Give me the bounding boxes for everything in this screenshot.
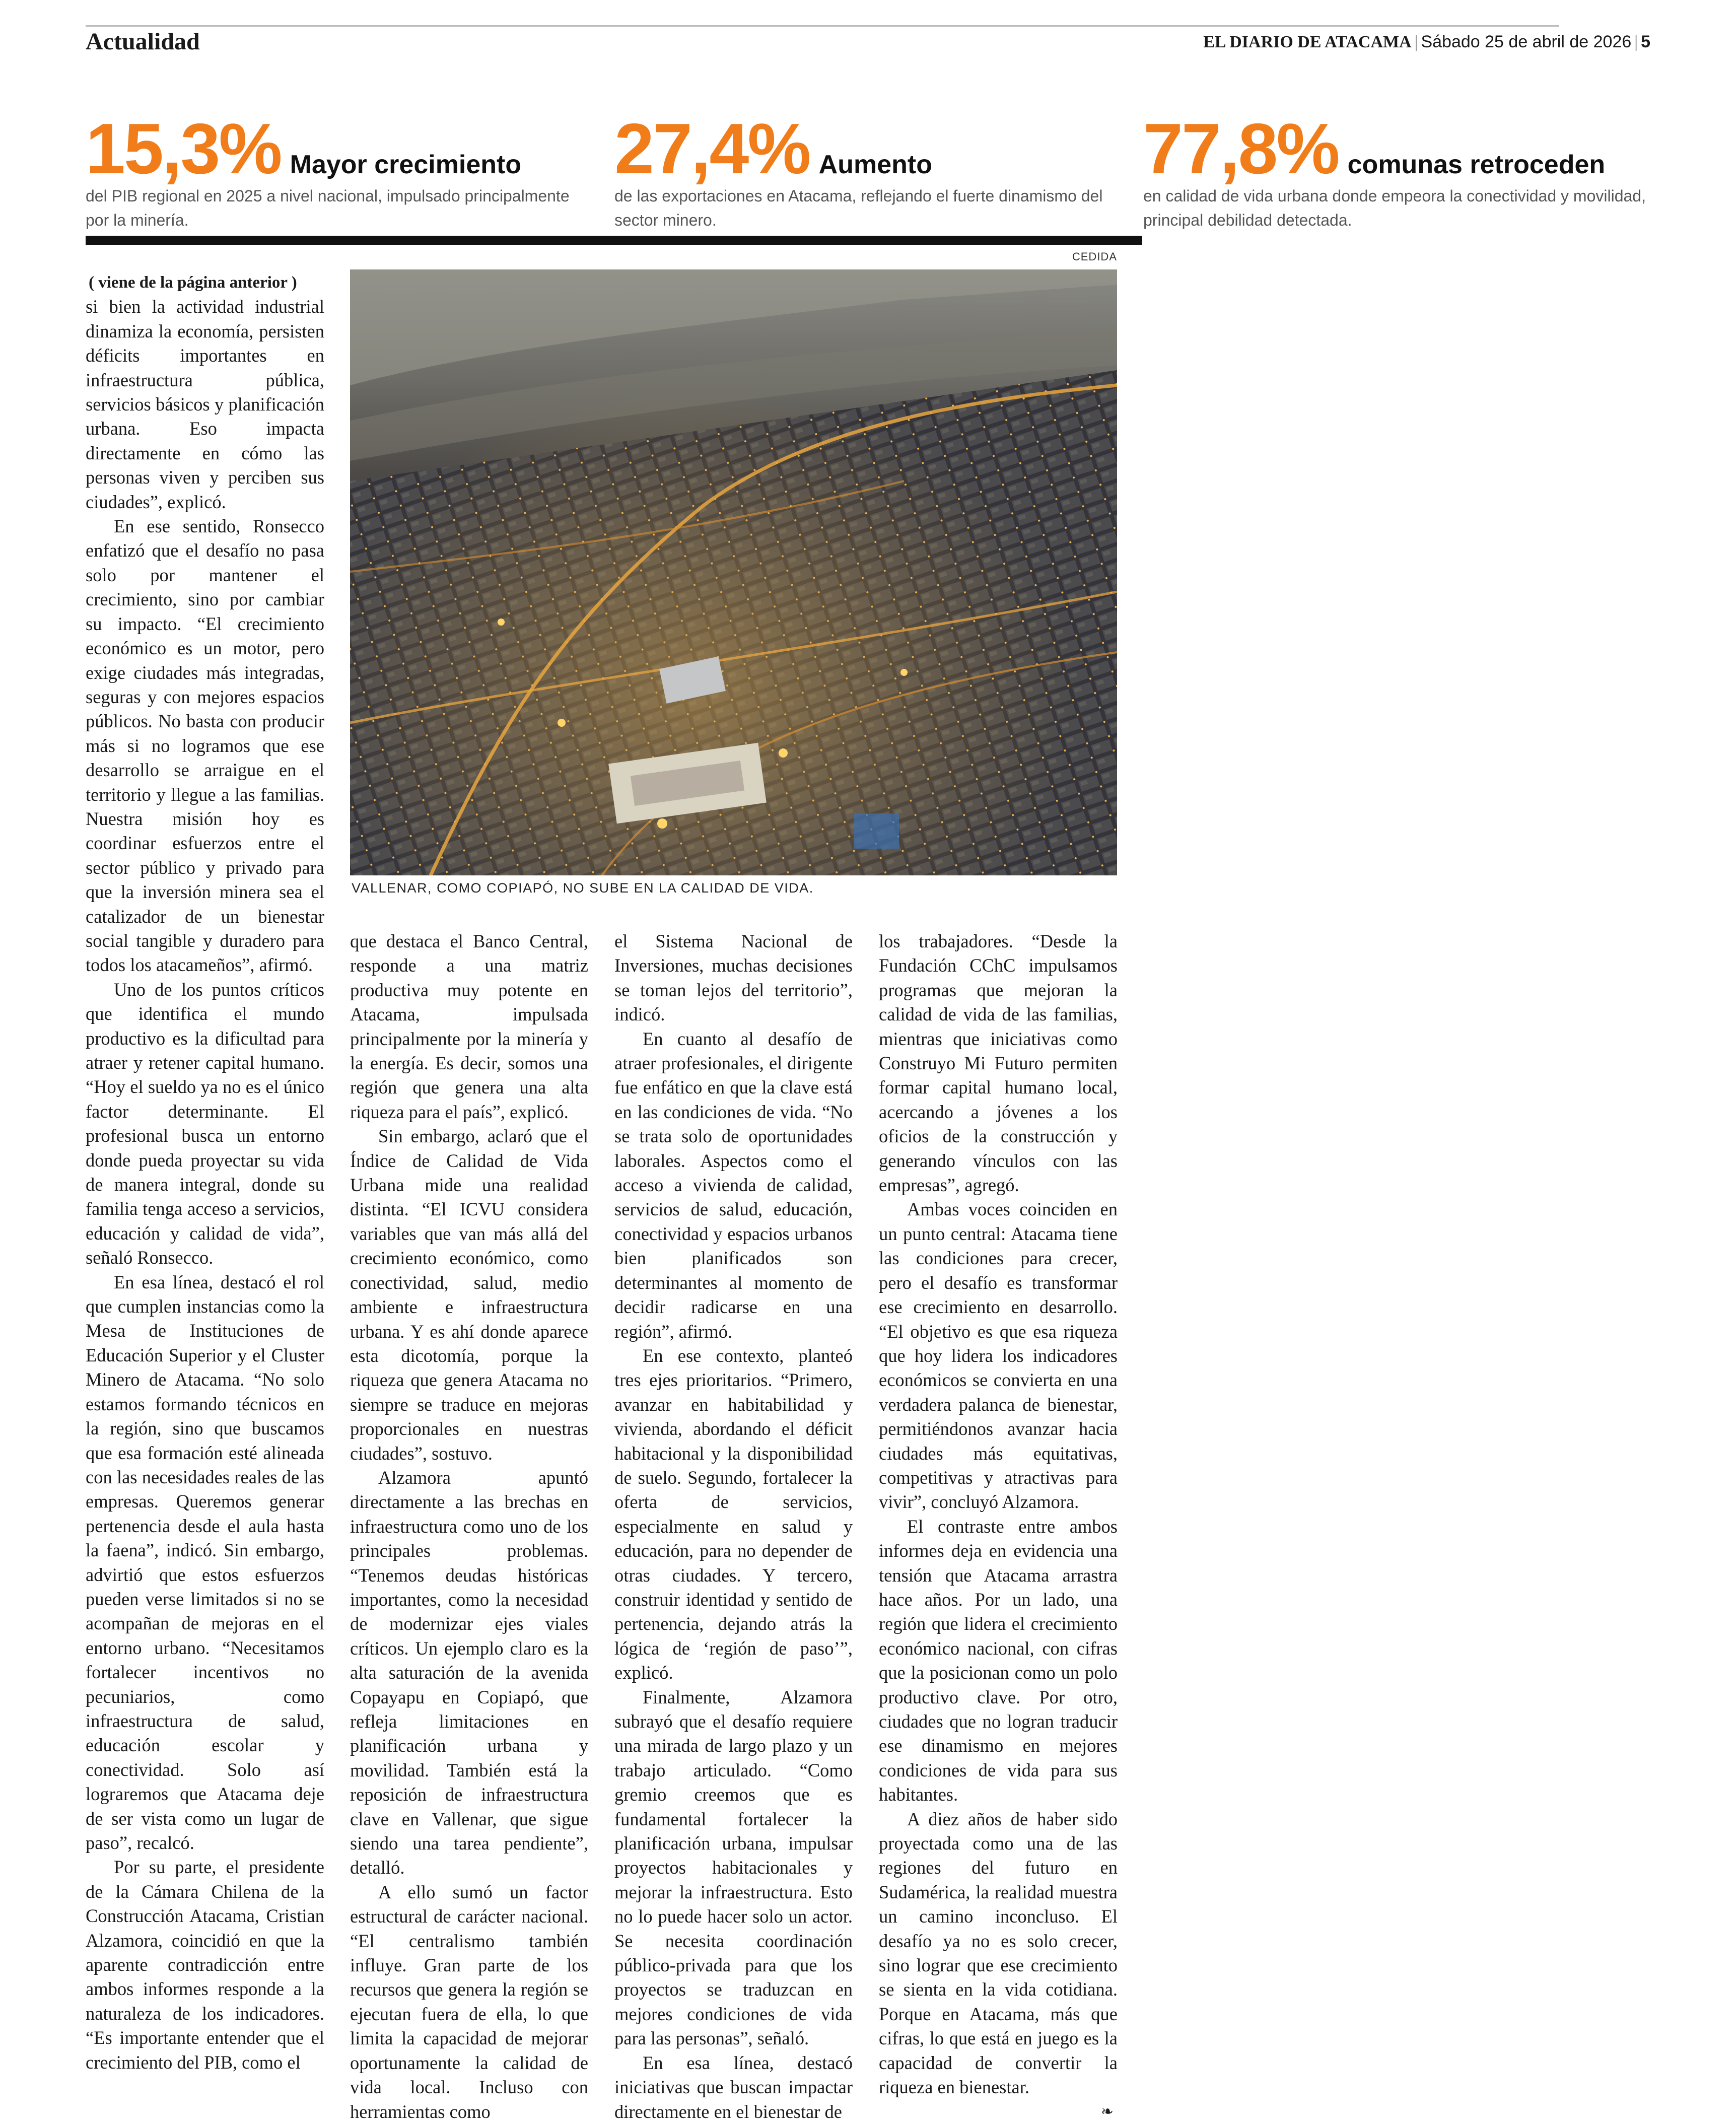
top-rule: [86, 25, 1559, 27]
stat-title: Mayor crecimiento: [290, 150, 522, 179]
newspaper-name: EL DIARIO DE ATACAMA: [1203, 33, 1412, 51]
article-column-3: [614, 929, 853, 2124]
paragraph: En esa línea, destacó iniciativas que buscan impactar directamente en el bienestar de: [614, 2052, 853, 2122]
paragraph: En ese sentido, Ronsecco enfatizó que el desafío no pasa solo por mantener el crecimiento, sino por cambiar su impacto. “El crecimiento económico es un motor, pero exige ciudades más integradas, seguras y con mejores espacios públicos. No basta con producir más si no logramos que ese desarrollo se arraigue en el territorio y llegue a las familias. Nuestra misión hoy es coordinar esfuerzos entre el sector público y privado para que la inversión minera sea el catalizador de un bienestar social tangible y duradero para todos los atacameños”, afirmó.: [86, 516, 324, 976]
stat-value: 77,8%: [1143, 109, 1339, 189]
paragraph: El contraste entre ambos informes deja en evidencia una tensión que Atacama arrastra hace años. Por un lado, una región que lidera el crecimiento económico nacional, con cifras que la posicionan como un polo productivo clave. Por otro, ciudades que no logran traducir ese dinamismo en mejores condiciones de vida para sus habitantes.: [879, 1516, 1118, 1805]
stat-value: 27,4%: [614, 109, 810, 189]
stat-block-3: [1143, 109, 1647, 232]
article-column-1: [86, 270, 324, 2075]
stat-title: comunas retroceden: [1347, 150, 1606, 179]
stat-description: de las exportaciones en Atacama, reflejando el fuerte dinamismo del sector minero.: [614, 187, 1103, 229]
paragraph: si bien la actividad industrial dinamiza la economía, persisten déficits importantes en infraestructura pública, servicios básicos y planificación urbana. Eso impacta directamente en cómo las personas viven y perciben sus ciudades”, explicó.: [86, 296, 324, 512]
paragraph: En esa línea, destacó el rol que cumplen instancias como la Mesa de Instituciones de Educación Superior y el Cluster Minero de Atacama. “No solo estamos formando técnicos en la región, sino que buscamos que esa formación esté alineada con las necesidades reales de las empresas. Queremos generar pertenencia desde el aula hasta la faena”, indicó. Sin embargo, advirtió que estos esfuerzos pueden verse limitados si no se acompañan de mejoras en el entorno urbano. “Necesitamos fortalecer incentivos no pecuniarios, como infraestructura de salud, educación escolar y conectividad. Solo así lograremos que Atacama deje de ser vista como un lugar de paso”, recalcó.: [86, 1271, 324, 1853]
paragraph: Sin embargo, aclaró que el Índice de Calidad de Vida Urbana mide una realidad distinta. “El ICVU considera variables que van más allá del crecimiento económico, como conectividad, salud, medio ambiente e infraestructura urbana. Y es ahí donde aparece esta dicotomía, porque la riqueza que genera Atacama no siempre se traduce en mejoras proporcionales en nuestras ciudades”, sostuvo.: [350, 1126, 588, 1464]
paragraph: el Sistema Nacional de Inversiones, muchas decisiones se toman lejos del territorio”, indicó.: [614, 931, 853, 1025]
stat-title: Aumento: [818, 150, 932, 179]
paragraph: que destaca el Banco Central, responde a una matriz productiva muy potente en Atacama, impulsada principalmente por la minería y la energía. Es decir, somos una región que genera una alta riqueza para el país”, explicó.: [350, 931, 588, 1122]
stat-value: 15,3%: [86, 109, 281, 189]
paragraph: Alzamora apuntó directamente a las brechas en infraestructura como uno de los principales problemas. “Tenemos deudas históricas importantes, como la necesidad de modernizar ejes viales críticos. Un ejemplo claro es la alta saturación de la avenida Copayapu en Copiapó, que refleja limitaciones en planificación urbana y movilidad. También está la reposición de infraestructura clave en Vallenar, que sigue siendo una tarea pendiente”, detalló.: [350, 1467, 588, 1878]
article-column-2: [350, 929, 588, 2124]
paragraph: Ambas voces coinciden en un punto central: Atacama tiene las condiciones para crecer, pero el desafío es transformar ese crecimiento en desarrollo. “El objetivo es que esa riqueza que hoy lidera los indicadores económicos se convierta en una verdadera palanca de bienestar, permitiéndonos avanzar hacia ciudades más equitativas, competitivas y atractivas para vivir”, concluyó Alzamora.: [879, 1199, 1118, 1513]
paragraph: En cuanto al desafío de atraer profesionales, el dirigente fue enfático en que la clave está en las condiciones de vida. “No se trata solo de oportunidades laborales. Aspectos como el acceso a vivienda de calidad, servicios de salud, educación, conectividad y espacios urbanos bien planificados son determinantes al momento de decidir radicarse en una región”, afirmó.: [614, 1028, 853, 1342]
city-aerial-photo: [350, 269, 1117, 875]
page-number: 5: [1641, 32, 1650, 51]
stat-description: del PIB regional en 2025 a nivel nacional, impulsado principalmente por la minería.: [86, 187, 570, 229]
paragraph: los trabajadores. “Desde la Fundación CChC impulsamos programas que mejoran la calidad de vida de las familias, mientras que iniciativas como Construyo Mi Futuro permiten formar capital humano local, acercando a jóvenes a los oficios de la construcción y generando vínculos con las empresas”, agregó.: [879, 931, 1118, 1196]
paragraph: Uno de los puntos críticos que identifica el mundo productivo es la dificultad para atraer y retener capital humano. “Hoy el sueldo ya no es el único factor determinante. El profesional busca un entorno donde pueda proyectar su vida de manera integral, donde su familia tenga acceso a servicios, educación y calidad de vida”, señaló Ronsecco.: [86, 979, 324, 1268]
stat-block-2: [614, 109, 1118, 232]
section-rule: [86, 236, 1142, 245]
paragraph: En ese contexto, planteó tres ejes prioritarios. “Primero, avanzar en habitabilidad y vivienda, abordando el déficit habitacional y la disponibilidad de suelo. Segundo, fortalecer la oferta de servicios, especialmente en salud y educación, para no depender de otras ciudades. Y tercero, construir identidad y sentido de pertenencia, dejando atrás la lógica de ‘región de paso’”, explicó.: [614, 1345, 853, 1683]
photo-credit: CEDIDA: [1072, 250, 1117, 263]
masthead: EL DIARIO DE ATACAMA | Sábado 25 de abril de 2026 | 5: [1203, 32, 1650, 51]
section-title: Actualidad: [86, 28, 200, 55]
continued-note: ( viene de la página anterior ): [89, 273, 297, 292]
paragraph: Por su parte, el presidente de la Cámara Chilena de la Construcción Atacama, Cristian Alzamora, coincidió en que la aparente contradicción entre ambos informes responde a la naturaleza de los indicadores. “Es importante entender que el crecimiento del PIB, como el: [86, 1857, 324, 2073]
stat-description: en calidad de vida urbana donde empeora la conectividad y movilidad, principal debilidad detectada.: [1143, 187, 1646, 229]
paragraph: Finalmente, Alzamora subrayó que el desafío requiere una mirada de largo plazo y un trabajo articulado. “Como gremio creemos que es fundamental fortalecer la planificación urbana, impulsar proyectos habitacionales y mejorar la infraestructura. Esto no lo puede hacer solo un actor. Se necesita coordinación público-privada para que los proyectos se traduzcan en mejores condiciones de vida para las personas”, señaló.: [614, 1686, 853, 2049]
stat-block-1: [86, 109, 589, 232]
end-mark-icon: ❧: [1100, 2102, 1114, 2120]
paragraph: A diez años de haber sido proyectada como una de las regiones del futuro en Sudamérica, la realidad muestra un camino inconcluso. El desafío ya no es solo crecer, sino lograr que ese crecimiento se sienta en la vida cotidiana. Porque en Atacama, más que cifras, lo que está en juego es la capacidad de convertir la riqueza en bienestar.: [879, 1808, 1118, 2098]
issue-date: Sábado 25 de abril de 2026: [1421, 32, 1632, 51]
paragraph: A ello sumó un factor estructural de carácter nacional. “El centralismo también influye. Gran parte de los recursos que genera la región se ejecutan fuera de ella, lo que limita la capacidad de mejorar oportunamente la calidad de vida local. Incluso con herramientas como: [350, 1881, 588, 2122]
article-column-4: [879, 929, 1118, 2124]
photo-caption: VALLENAR, COMO COPIAPÓ, NO SUBE EN LA CALIDAD DE VIDA.: [352, 880, 814, 896]
